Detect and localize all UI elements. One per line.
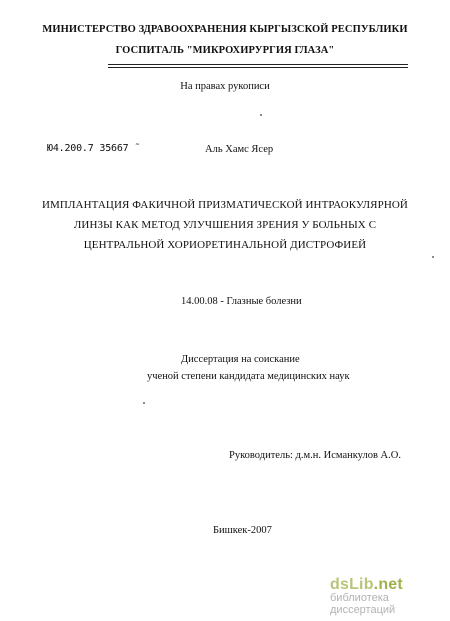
archive-stamp-number: Ю4.200.7 35667 [47,143,129,154]
ministry-heading: МИНИСТЕРСТВО ЗДРАВООХРАНЕНИЯ КЫРГЫЗСКОЙ РЕСПУБЛИКИ [42,24,408,35]
header-rule-top [108,64,408,65]
watermark [330,576,450,616]
scan-speck [432,256,434,258]
watermark-brand-main: dsLib [330,576,374,593]
city-year: Бишкек-2007 [213,525,272,536]
degree-line-1: Диссертация на соискание [181,354,300,365]
stamp-mark-icon: ˜ [134,143,141,154]
supervisor: Руководитель: д.м.н. Исманкулов А.О. [229,450,401,461]
degree-line-2: ученой степени кандидата медицинских наук [147,371,350,382]
manuscript-note: На правах рукописи [180,81,270,92]
header-rule-bottom [108,67,408,68]
scan-speck [260,114,262,116]
title-line-2: ЛИНЗЫ КАК МЕТОД УЛУЧШЕНИЯ ЗРЕНИЯ У БОЛЬНЫХ С [73,219,377,231]
specialty-code: 14.00.08 - Глазные болезни [181,296,302,307]
watermark-subtitle: библиотека диссертаций [330,592,396,616]
scan-speck [143,402,145,404]
archive-stamp [47,143,141,154]
watermark-brand-suffix: .net [373,576,403,593]
author-name: Аль Хамс Ясер [205,144,274,155]
hospital-heading: ГОСПИТАЛЬ "МИКРОХИРУРГИЯ ГЛАЗА" [115,45,335,56]
title-line-1: ИМПЛАНТАЦИЯ ФАКИЧНОЙ ПРИЗМАТИЧЕСКОЙ ИНТРАОКУЛЯРНОЙ [42,199,408,211]
title-line-3: ЦЕНТРАЛЬНОЙ ХОРИОРЕТИНАЛЬНОЙ ДИСТРОФИЕЙ [83,239,367,251]
